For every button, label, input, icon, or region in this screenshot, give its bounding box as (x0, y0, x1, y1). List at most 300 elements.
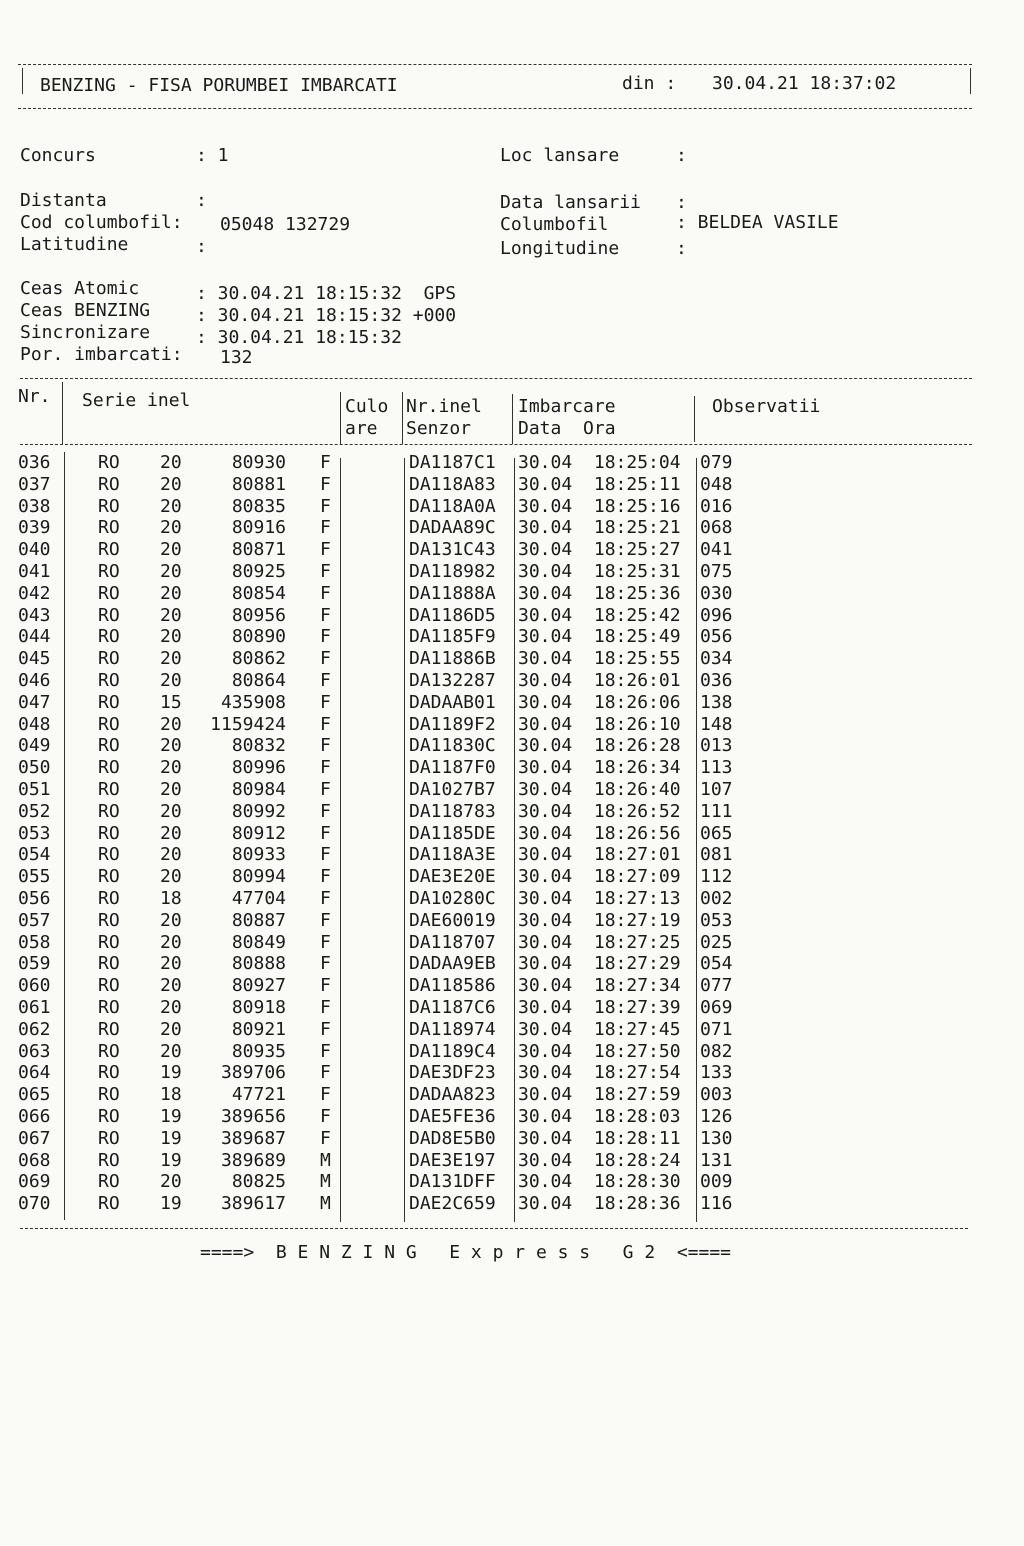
distanta-label: Distanta (20, 190, 107, 211)
ceas-benzing-label: Ceas BENZING (20, 300, 151, 321)
row-ring-number: 80887 (231, 909, 286, 931)
table-row (0, 1171, 1024, 1193)
header-nr: Nr. (18, 386, 51, 407)
row-year: 20 (160, 1040, 182, 1062)
row-ring-number: 80918 (231, 997, 286, 1018)
row-sex: F (320, 517, 331, 539)
row-nr: 065 (18, 1084, 51, 1106)
row-boarding-time: 30.04 18:27:45 (518, 1018, 681, 1040)
table-row (0, 605, 1024, 627)
row-year: 20 (160, 582, 182, 604)
row-country: RO (98, 670, 120, 691)
row-observation: 065 (700, 822, 733, 844)
row-sensor: DAE60019 (409, 909, 496, 931)
row-boarding-time: 30.04 18:27:01 (518, 844, 681, 866)
row-boarding-time: 30.04 18:27:59 (518, 1084, 681, 1106)
header-imbarcare-2: Data Ora (518, 418, 616, 439)
row-ring-number: 1159424 (210, 713, 286, 735)
header-imbarcare-1: Imbarcare (518, 396, 616, 417)
row-ring-number: 80832 (231, 735, 286, 757)
row-ring-number: 80994 (231, 866, 286, 888)
row-sex: F (320, 909, 331, 931)
row-boarding-time: 30.04 18:26:40 (518, 779, 681, 800)
row-year: 19 (160, 1127, 182, 1149)
table-row (0, 757, 1024, 779)
header-culoare-1: Culo (345, 396, 389, 417)
row-sensor: DA1187C1 (409, 452, 496, 473)
row-sex: F (320, 931, 331, 953)
row-observation: 111 (700, 800, 733, 822)
row-observation: 034 (700, 648, 733, 670)
table-bottom-border (20, 1228, 968, 1229)
row-sensor: DA1027B7 (409, 779, 496, 800)
table-row (0, 583, 1024, 605)
ceas-atomic-label: Ceas Atomic (20, 278, 140, 299)
row-sensor: DADAAB01 (409, 691, 496, 713)
row-sensor: DADAA89C (409, 517, 496, 539)
row-sensor: DA118A83 (409, 473, 496, 495)
row-observation: 013 (700, 735, 733, 757)
row-nr: 045 (18, 648, 51, 670)
row-ring-number: 80916 (231, 517, 286, 539)
row-year: 19 (160, 1149, 182, 1171)
table-row (0, 953, 1024, 975)
row-year: 20 (160, 539, 182, 561)
row-ring-number: 80984 (231, 779, 286, 800)
row-sex: F (320, 452, 331, 473)
row-sensor: DAE2C659 (409, 1193, 496, 1215)
row-year: 20 (160, 909, 182, 931)
table-row (0, 474, 1024, 496)
row-observation: 082 (700, 1040, 733, 1062)
row-nr: 041 (18, 561, 51, 582)
row-country: RO (98, 1062, 120, 1084)
row-nr: 046 (18, 670, 51, 691)
table-row (0, 801, 1024, 823)
row-ring-number: 80921 (231, 1018, 286, 1040)
row-country: RO (98, 561, 120, 582)
row-nr: 067 (18, 1127, 51, 1149)
row-sensor: DA118586 (409, 975, 496, 997)
row-boarding-time: 30.04 18:27:25 (518, 931, 681, 953)
row-ring-number: 80996 (231, 757, 286, 779)
table-row (0, 1193, 1024, 1215)
row-year: 20 (160, 779, 182, 800)
row-nr: 054 (18, 844, 51, 866)
row-sex: F (320, 800, 331, 822)
row-ring-number: 80912 (231, 822, 286, 844)
row-ring-number: 435908 (220, 691, 286, 713)
row-observation: 048 (700, 473, 733, 495)
row-nr: 066 (18, 1106, 51, 1127)
row-sex: M (320, 1193, 331, 1215)
row-sensor: DA118A3E (409, 844, 496, 866)
table-row (0, 496, 1024, 518)
din-value: 30.04.21 18:37:02 (712, 73, 897, 94)
row-sensor: DA11830C (409, 735, 496, 757)
row-boarding-time: 30.04 18:28:11 (518, 1127, 681, 1149)
table-top-border (20, 378, 972, 379)
row-observation: 036 (700, 670, 733, 691)
row-observation: 148 (700, 713, 733, 735)
row-year: 20 (160, 931, 182, 953)
row-ring-number: 80890 (231, 626, 286, 648)
row-observation: 002 (700, 888, 733, 909)
row-sensor: DA1189C4 (409, 1040, 496, 1062)
row-sensor: DAE3E20E (409, 866, 496, 888)
row-ring-number: 47721 (231, 1084, 286, 1106)
row-country: RO (98, 1018, 120, 1040)
header-observatii: Observatii (712, 396, 821, 417)
row-nr: 039 (18, 517, 51, 539)
table-row (0, 1084, 1024, 1106)
row-nr: 053 (18, 822, 51, 844)
row-boarding-time: 30.04 18:25:55 (518, 648, 681, 670)
row-country: RO (98, 1040, 120, 1062)
row-year: 20 (160, 473, 182, 495)
row-sex: M (320, 1149, 331, 1171)
row-ring-number: 80933 (231, 844, 286, 866)
row-year: 15 (160, 691, 182, 713)
row-sex: F (320, 822, 331, 844)
row-sensor: DA118974 (409, 1018, 496, 1040)
row-ring-number: 80888 (231, 953, 286, 975)
row-country: RO (98, 691, 120, 713)
row-country: RO (98, 1149, 120, 1171)
row-country: RO (98, 735, 120, 757)
table-row (0, 1041, 1024, 1063)
row-year: 20 (160, 561, 182, 582)
row-nr: 069 (18, 1171, 51, 1193)
row-sex: F (320, 757, 331, 779)
row-boarding-time: 30.04 18:26:56 (518, 822, 681, 844)
row-sensor: DADAA823 (409, 1084, 496, 1106)
row-country: RO (98, 452, 120, 473)
row-year: 20 (160, 822, 182, 844)
row-country: RO (98, 822, 120, 844)
col-divider-serie-head (340, 392, 341, 444)
row-country: RO (98, 582, 120, 604)
table-row (0, 910, 1024, 932)
row-boarding-time: 30.04 18:27:34 (518, 975, 681, 997)
row-observation: 075 (700, 561, 733, 582)
row-sex: M (320, 1171, 331, 1193)
row-boarding-time: 30.04 18:25:04 (518, 452, 681, 473)
latitudine-label: Latitudine (20, 234, 129, 255)
row-nr: 048 (18, 713, 51, 735)
row-observation: 126 (700, 1106, 733, 1127)
table-row (0, 866, 1024, 888)
table-row (0, 1019, 1024, 1041)
row-boarding-time: 30.04 18:26:28 (518, 735, 681, 757)
row-nr: 058 (18, 931, 51, 953)
sincronizare-value: : 30.04.21 18:15:32 (196, 327, 402, 348)
table-row (0, 823, 1024, 845)
row-country: RO (98, 888, 120, 909)
row-country: RO (98, 495, 120, 517)
row-country: RO (98, 909, 120, 931)
row-sensor: DADAA9EB (409, 953, 496, 975)
row-country: RO (98, 844, 120, 866)
row-country: RO (98, 604, 120, 626)
row-year: 20 (160, 953, 182, 975)
row-ring-number: 80992 (231, 800, 286, 822)
row-observation: 071 (700, 1018, 733, 1040)
row-sensor: DA1187F0 (409, 757, 496, 779)
row-year: 20 (160, 975, 182, 997)
din-label: din : (622, 73, 677, 94)
row-boarding-time: 30.04 18:26:10 (518, 713, 681, 735)
header-nr-inel-1: Nr.inel (406, 396, 482, 417)
row-sensor: DAE3E197 (409, 1149, 496, 1171)
row-observation: 053 (700, 909, 733, 931)
row-boarding-time: 30.04 18:27:54 (518, 1062, 681, 1084)
row-ring-number: 80849 (231, 931, 286, 953)
row-sex: F (320, 648, 331, 670)
row-sex: F (320, 735, 331, 757)
row-sex: F (320, 1127, 331, 1149)
row-ring-number: 80881 (231, 473, 286, 495)
row-observation: 068 (700, 517, 733, 539)
table-row (0, 1128, 1024, 1150)
row-country: RO (98, 648, 120, 670)
row-year: 18 (160, 1084, 182, 1106)
table-row (0, 539, 1024, 561)
header-border-right (970, 68, 971, 94)
row-nr: 062 (18, 1018, 51, 1040)
ceas-benzing-value: : 30.04.21 18:15:32 +000 (196, 305, 457, 326)
row-year: 20 (160, 1171, 182, 1193)
row-ring-number: 80925 (231, 561, 286, 582)
row-observation: 016 (700, 495, 733, 517)
row-boarding-time: 30.04 18:25:42 (518, 604, 681, 626)
row-sex: F (320, 844, 331, 866)
footer-banner: ====> B E N Z I N G E x p r e s s G 2 <==== (200, 1242, 732, 1263)
row-nr: 037 (18, 473, 51, 495)
row-country: RO (98, 866, 120, 888)
table-row (0, 975, 1024, 997)
row-boarding-time: 30.04 18:25:49 (518, 626, 681, 648)
table-row (0, 1062, 1024, 1084)
row-boarding-time: 30.04 18:26:01 (518, 670, 681, 691)
row-year: 18 (160, 888, 182, 909)
row-sex: F (320, 473, 331, 495)
row-nr: 040 (18, 539, 51, 561)
row-ring-number: 80930 (231, 452, 286, 473)
row-year: 20 (160, 997, 182, 1018)
por-imbarcati-value: 132 (220, 347, 253, 368)
sincronizare-label: Sincronizare (20, 322, 151, 343)
col-divider-senzor-head (512, 394, 513, 444)
header-border-top (18, 64, 972, 65)
row-sensor: DA118707 (409, 931, 496, 953)
header-border-bottom (18, 108, 972, 109)
row-country: RO (98, 975, 120, 997)
data-lansarii-label: Data lansarii (500, 192, 641, 213)
row-year: 20 (160, 757, 182, 779)
row-sensor: DAD8E5B0 (409, 1127, 496, 1149)
row-ring-number: 80864 (231, 670, 286, 691)
header-serie-inel: Serie inel (82, 390, 191, 411)
row-sex: F (320, 1084, 331, 1106)
row-boarding-time: 30.04 18:26:52 (518, 800, 681, 822)
row-year: 20 (160, 517, 182, 539)
row-sex: F (320, 713, 331, 735)
row-nr: 043 (18, 604, 51, 626)
row-sex: F (320, 539, 331, 561)
table-row (0, 844, 1024, 866)
row-ring-number: 389687 (220, 1127, 286, 1149)
row-observation: 107 (700, 779, 733, 800)
table-row (0, 648, 1024, 670)
row-observation: 025 (700, 931, 733, 953)
row-sex: F (320, 975, 331, 997)
row-sensor: DA1185F9 (409, 626, 496, 648)
row-ring-number: 389617 (220, 1193, 286, 1215)
row-ring-number: 80927 (231, 975, 286, 997)
row-sex: F (320, 1018, 331, 1040)
row-observation: 009 (700, 1171, 733, 1193)
row-nr: 055 (18, 866, 51, 888)
row-nr: 061 (18, 997, 51, 1018)
row-ring-number: 80862 (231, 648, 286, 670)
row-boarding-time: 30.04 18:25:31 (518, 561, 681, 582)
table-row (0, 888, 1024, 910)
row-year: 20 (160, 626, 182, 648)
row-ring-number: 389656 (220, 1106, 286, 1127)
concurs-value: : 1 (196, 145, 229, 166)
table-row (0, 932, 1024, 954)
row-observation: 112 (700, 866, 733, 888)
row-boarding-time: 30.04 18:28:03 (518, 1106, 681, 1127)
row-year: 20 (160, 844, 182, 866)
row-sensor: DA1185DE (409, 822, 496, 844)
row-year: 20 (160, 604, 182, 626)
row-boarding-time: 30.04 18:27:39 (518, 997, 681, 1018)
row-nr: 064 (18, 1062, 51, 1084)
row-sex: F (320, 1040, 331, 1062)
row-country: RO (98, 953, 120, 975)
table-row (0, 692, 1024, 714)
row-country: RO (98, 713, 120, 735)
row-year: 20 (160, 713, 182, 735)
row-observation: 030 (700, 582, 733, 604)
row-boarding-time: 30.04 18:28:24 (518, 1149, 681, 1171)
col-divider-nr-head (62, 382, 63, 444)
row-observation: 131 (700, 1149, 733, 1171)
table-row (0, 561, 1024, 583)
row-observation: 077 (700, 975, 733, 997)
row-observation: 079 (700, 452, 733, 473)
row-sensor: DA1187C6 (409, 997, 496, 1018)
table-row (0, 670, 1024, 692)
row-nr: 068 (18, 1149, 51, 1171)
row-country: RO (98, 779, 120, 800)
row-year: 19 (160, 1062, 182, 1084)
loc-lansare-label: Loc lansare (500, 145, 620, 166)
table-row (0, 626, 1024, 648)
row-country: RO (98, 931, 120, 953)
row-observation: 130 (700, 1127, 733, 1149)
row-boarding-time: 30.04 18:25:16 (518, 495, 681, 517)
row-year: 20 (160, 670, 182, 691)
document-title: BENZING - FISA PORUMBEI IMBARCATI (40, 75, 398, 96)
row-nr: 059 (18, 953, 51, 975)
row-country: RO (98, 800, 120, 822)
row-country: RO (98, 626, 120, 648)
table-row (0, 735, 1024, 757)
row-sex: F (320, 582, 331, 604)
row-country: RO (98, 1171, 120, 1193)
header-nr-inel-2: Senzor (406, 418, 472, 439)
row-nr: 052 (18, 800, 51, 822)
table-row (0, 452, 1024, 474)
row-nr: 044 (18, 626, 51, 648)
row-sensor: DA131DFF (409, 1171, 496, 1193)
row-sensor: DA118982 (409, 561, 496, 582)
row-observation: 096 (700, 604, 733, 626)
row-boarding-time: 30.04 18:27:29 (518, 953, 681, 975)
row-sex: F (320, 779, 331, 800)
por-imbarcati-label: Por. imbarcati: (20, 344, 183, 365)
row-ring-number: 80835 (231, 495, 286, 517)
row-sensor: DA1186D5 (409, 604, 496, 626)
row-observation: 056 (700, 626, 733, 648)
col-divider-culoare-head (402, 392, 403, 444)
columbofil-label: Columbofil (500, 214, 609, 235)
row-ring-number: 389689 (220, 1149, 286, 1171)
row-year: 20 (160, 495, 182, 517)
row-country: RO (98, 473, 120, 495)
row-boarding-time: 30.04 18:26:06 (518, 691, 681, 713)
row-country: RO (98, 1193, 120, 1215)
row-nr: 038 (18, 495, 51, 517)
longitudine-value: : (676, 238, 687, 259)
row-boarding-time: 30.04 18:26:34 (518, 757, 681, 779)
row-observation: 069 (700, 997, 733, 1018)
row-observation: 113 (700, 757, 733, 779)
row-country: RO (98, 1127, 120, 1149)
row-year: 19 (160, 1106, 182, 1127)
table-row (0, 517, 1024, 539)
ceas-atomic-value: : 30.04.21 18:15:32 GPS (196, 283, 457, 304)
row-observation: 081 (700, 844, 733, 866)
col-divider-imbarcare-head (694, 396, 695, 442)
row-nr: 050 (18, 757, 51, 779)
distanta-value: : (196, 190, 207, 211)
row-ring-number: 80871 (231, 539, 286, 561)
row-sensor: DA1189F2 (409, 713, 496, 735)
cod-columbofil-label: Cod columbofil: (20, 212, 183, 233)
row-boarding-time: 30.04 18:25:27 (518, 539, 681, 561)
row-sex: F (320, 997, 331, 1018)
cod-columbofil-value: 05048 132729 (220, 214, 351, 235)
row-country: RO (98, 1084, 120, 1106)
header-culoare-2: are (345, 418, 378, 439)
row-sensor: DA131C43 (409, 539, 496, 561)
table-row (0, 1150, 1024, 1172)
header-border-left (22, 68, 23, 94)
row-nr: 036 (18, 452, 51, 473)
row-observation: 133 (700, 1062, 733, 1084)
row-nr: 063 (18, 1040, 51, 1062)
row-ring-number: 80956 (231, 604, 286, 626)
table-row (0, 714, 1024, 736)
row-observation: 116 (700, 1193, 733, 1215)
row-year: 20 (160, 452, 182, 473)
row-year: 20 (160, 648, 182, 670)
row-sensor: DAE3DF23 (409, 1062, 496, 1084)
